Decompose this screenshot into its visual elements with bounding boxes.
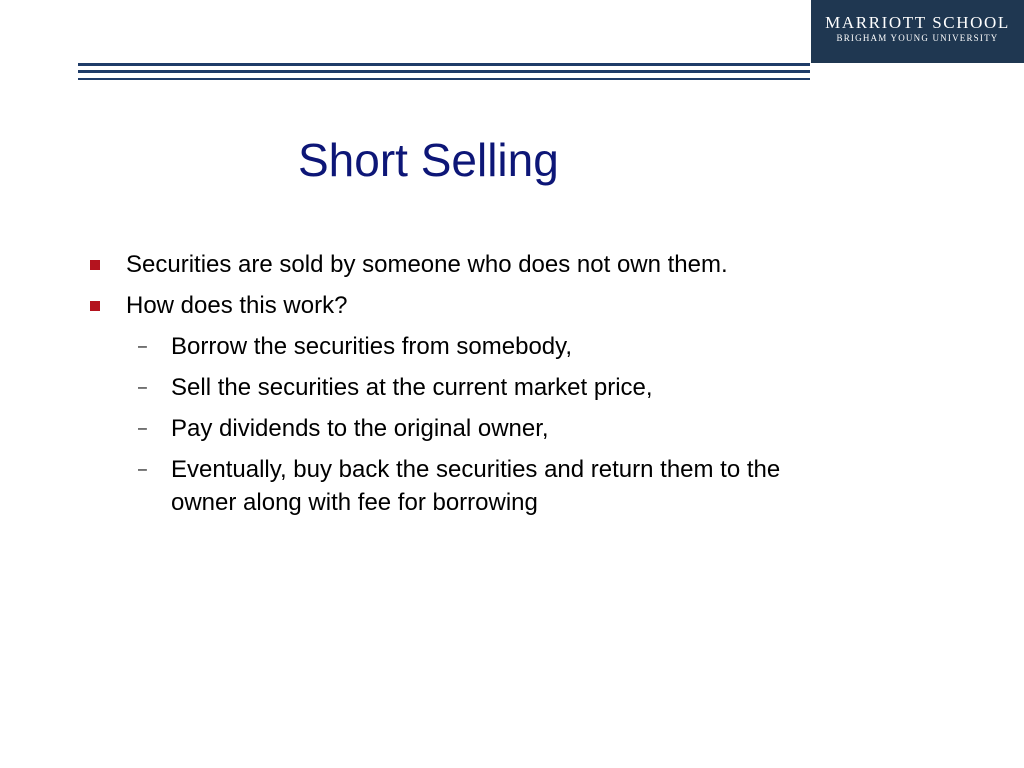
sub-bullet-text: Eventually, buy back the securities and return them to the owner along with fee for borrowing: [171, 456, 781, 516]
header-rule: [78, 70, 810, 73]
slide-title: Short Selling: [298, 134, 559, 186]
dash-bullet-icon: –: [138, 420, 147, 437]
sub-bullet-text: Sell the securities at the current market price,: [171, 374, 653, 401]
marriott-school-logo: [811, 0, 1024, 63]
header-rule: [78, 63, 810, 66]
bullet-item: [90, 248, 790, 281]
sub-bullet-item: [90, 412, 790, 445]
logo-sub-text: BRIGHAM YOUNG UNIVERSITY: [836, 33, 999, 43]
header-rule: [78, 78, 810, 80]
square-bullet-icon: [90, 260, 100, 270]
bullet-item: [90, 289, 790, 322]
sub-bullet-text: Pay dividends to the original owner,: [171, 415, 549, 442]
sub-bullet-item: [90, 453, 790, 519]
logo-main-text: MARRIOTT SCHOOL: [825, 13, 1010, 32]
dash-bullet-icon: –: [138, 461, 147, 478]
square-bullet-icon: [90, 301, 100, 311]
sub-bullet-item: [90, 330, 790, 363]
sub-bullet-item: [90, 371, 790, 404]
dash-bullet-icon: –: [138, 379, 147, 396]
sub-bullet-text: Borrow the securities from somebody,: [171, 333, 573, 360]
bullet-text: How does this work?: [126, 292, 348, 319]
bullet-text: Securities are sold by someone who does not own them.: [126, 251, 728, 278]
dash-bullet-icon: –: [138, 338, 147, 355]
bullet-list: [90, 248, 790, 527]
